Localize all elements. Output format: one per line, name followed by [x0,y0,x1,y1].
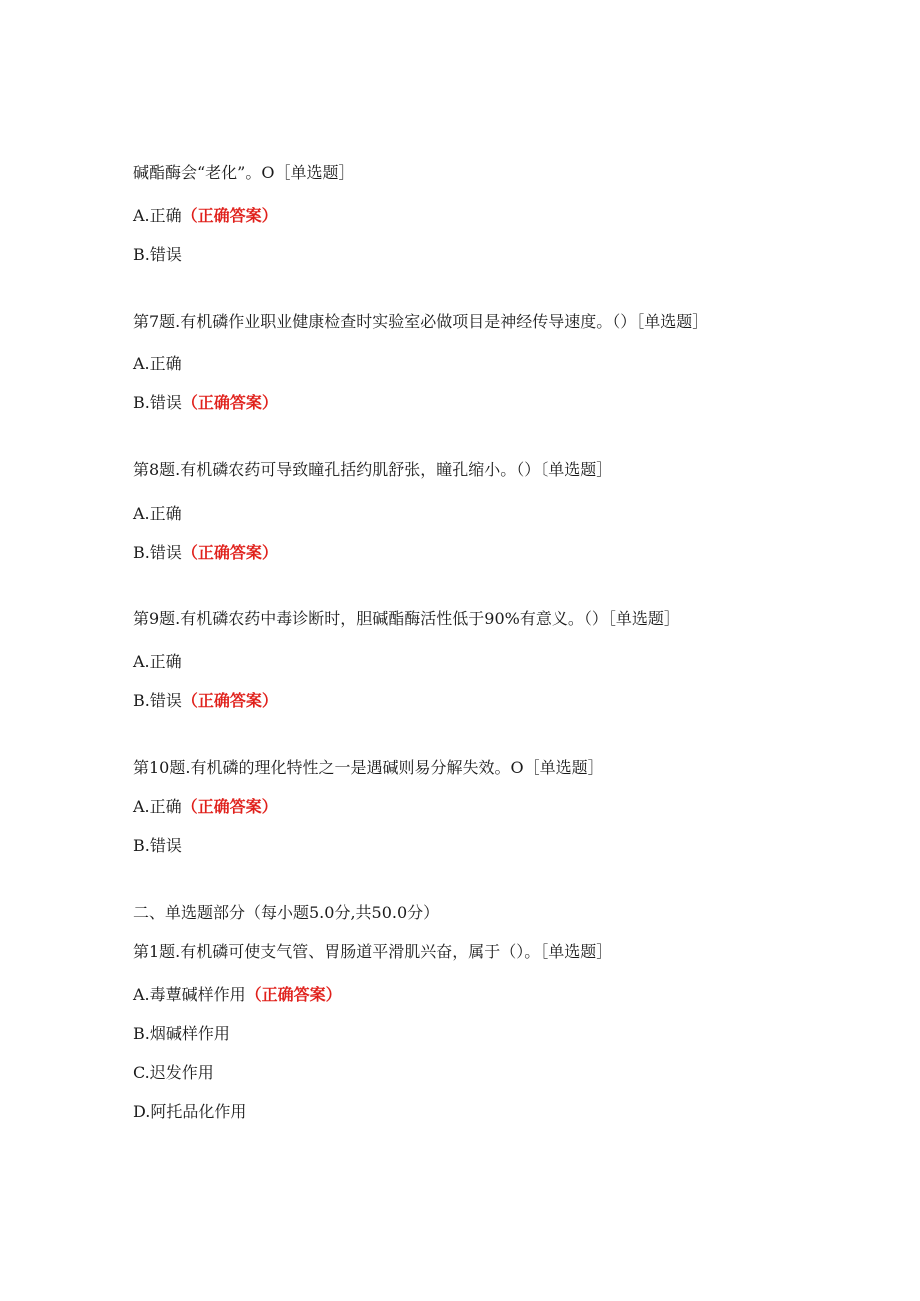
correct-answer-label: （正确答案） [181,543,278,562]
section2-question-1-option-a: A.毒蕈碱样作用（正确答案） [133,985,342,1004]
question-6-option-b: B.错误 [133,245,182,264]
section2-question-1-option-c: C.迟发作用 [133,1063,214,1082]
correct-answer-label: （正确答案） [181,206,278,225]
question-7-option-b: B.错误（正确答案） [133,393,278,412]
correct-answer-label: （正确答案） [245,985,342,1004]
question-9-option-b: B.错误（正确答案） [133,691,278,710]
question-6-stem: 碱酯酶会“老化”。O［单选题］ [133,163,355,182]
question-7-stem: 第7题.有机磷作业职业健康检查时实验室必做项目是神经传导速度。（）［单选题］ [133,312,709,331]
correct-answer-label: （正确答案） [181,797,278,816]
question-10-option-b: B.错误 [133,836,182,855]
question-10-stem: 第10题.有机磷的理化特性之一是遇碱则易分解失效。O［单选题］ [133,758,604,777]
question-7-option-a: A.正确 [133,354,182,373]
section-heading: 二、单选题部分（每小题5.0分,共50.0分） [133,903,440,922]
question-8-stem: 第8题.有机磷农药可导致瞳孔括约肌舒张，瞳孔缩小。（）〔单选题］ [133,460,613,479]
section2-question-1-option-d: D.阿托品化作用 [133,1102,247,1121]
question-9-stem: 第9题.有机磷农药中毒诊断时，胆碱酯酶活性低于90%有意义。（）［单选题］ [133,609,680,628]
question-6-option-a: A.正确（正确答案） [133,206,278,225]
section2-question-1-option-b: B.烟碱样作用 [133,1024,230,1043]
question-10-option-a: A.正确（正确答案） [133,797,278,816]
correct-answer-label: （正确答案） [181,691,278,710]
correct-answer-label: （正确答案） [181,393,278,412]
question-8-option-b: B.错误（正确答案） [133,543,278,562]
question-8-option-a: A.正确 [133,504,182,523]
question-9-option-a: A.正确 [133,652,182,671]
section2-question-1-stem: 第1题.有机磷可使支气管、胃肠道平滑肌兴奋，属于（）。［单选题］ [133,942,613,961]
